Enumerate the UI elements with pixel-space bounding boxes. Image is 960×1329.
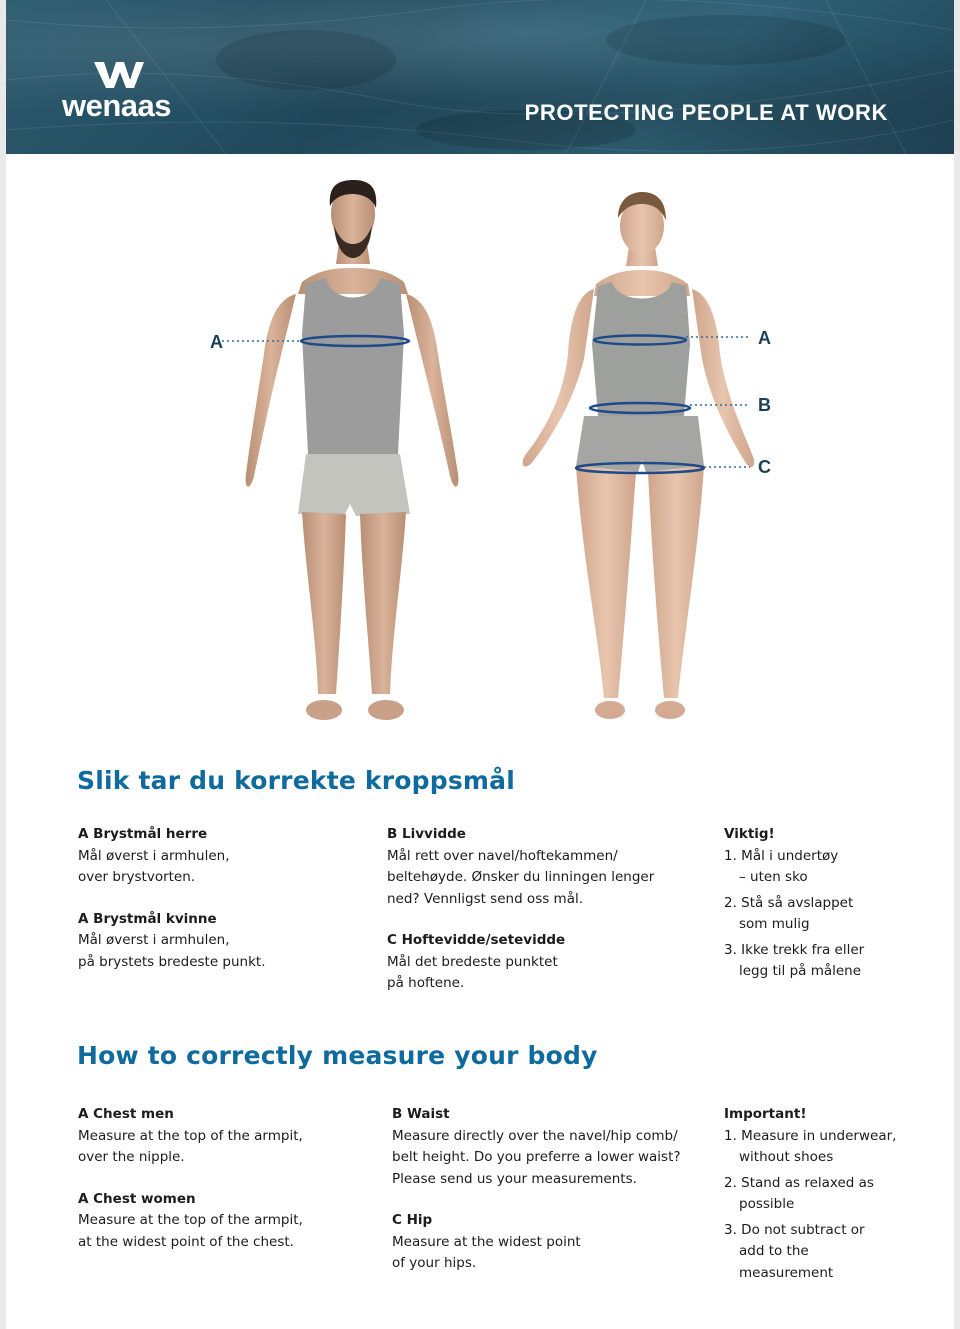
no-chest-women-line: Mål øverst i armhulen,: [78, 932, 230, 948]
no-waist-line: Mål rett over navel/hoftekammen/: [387, 847, 618, 864]
list-item-text: 2. Stå så avslappet: [724, 894, 854, 911]
no-column-chest: [78, 824, 368, 973]
no-chest-women-line: på brystets bredeste punkt.: [78, 953, 266, 970]
list-item: [724, 1173, 934, 1216]
norwegian-heading: Slik tar du korrekte kroppsmål: [77, 766, 515, 795]
en-chest-men-line: over the nipple.: [78, 1149, 185, 1165]
list-item: [724, 1126, 934, 1169]
no-waist-title: B Livvidde: [387, 826, 466, 842]
list-item-text: som mulig: [739, 916, 810, 932]
list-item-text: 3. Do not subtract or: [724, 1221, 865, 1238]
en-waist-line: Measure directly over the navel/hip comb/: [392, 1127, 678, 1144]
list-item: [724, 893, 934, 936]
en-important-list: [724, 1126, 934, 1285]
no-chest-men-line: Mål øverst i armhulen,: [78, 847, 230, 864]
no-important-title: Viktig!: [724, 826, 775, 842]
no-column-waist-hip: [387, 824, 697, 995]
en-hip-line: of your hips.: [392, 1255, 477, 1271]
list-item-text: 3. Ikke trekk fra eller: [724, 941, 865, 958]
man-marker-a: A: [210, 332, 223, 352]
list-item-text: 1. Mål i undertøy: [724, 847, 839, 864]
list-item-text: possible: [739, 1196, 795, 1212]
no-hip-line: Mål det bredeste punktet: [387, 953, 558, 970]
no-waist-line: ned? Vennligst send oss mål.: [387, 890, 584, 907]
woman-figure: [523, 192, 754, 719]
woman-marker-c: C: [758, 457, 771, 477]
en-column-chest: [78, 1104, 378, 1253]
no-hip-title: C Hoftevidde/setevidde: [387, 932, 566, 948]
no-hip-line: på hoftene.: [387, 975, 465, 991]
size-guide-page: [6, 0, 954, 1329]
no-column-important: [724, 824, 934, 987]
woman-marker-b: B: [758, 395, 771, 415]
list-item: [724, 846, 934, 889]
wenaas-logo-mark: [92, 60, 146, 90]
en-chest-women-line: at the widest point of the chest.: [78, 1233, 294, 1250]
en-chest-women-title: A Chest women: [78, 1190, 196, 1207]
no-waist-line: beltehøyde. Ønsker du linningen lenger: [387, 869, 655, 885]
en-hip-title: C Hip: [392, 1212, 433, 1228]
no-chest-men-line: over brystvorten.: [78, 869, 196, 885]
list-item-text: – uten sko: [739, 869, 808, 885]
en-hip-line: Measure at the widest point: [392, 1233, 581, 1250]
list-item-text: 2. Stand as relaxed as: [724, 1174, 874, 1191]
list-item-text: measurement: [739, 1264, 834, 1281]
en-waist-line: Please send us your measurements.: [392, 1170, 637, 1187]
list-item-text: add to the: [739, 1243, 809, 1259]
list-item: [724, 1220, 934, 1285]
woman-marker-a: A: [758, 328, 771, 348]
en-column-waist-hip: [392, 1104, 712, 1275]
list-item-text: 1. Measure in underwear,: [724, 1127, 897, 1144]
en-important-title: Important!: [724, 1106, 807, 1122]
body-figures: [6, 154, 954, 754]
en-waist-line: belt height. Do you preferre a lower waist?: [392, 1149, 681, 1165]
logo-wordmark: wenaas: [62, 88, 172, 123]
list-item-text: without shoes: [739, 1149, 834, 1165]
list-item-text: legg til på målene: [739, 963, 862, 979]
en-waist-title: B Waist: [392, 1106, 450, 1122]
list-item: [724, 940, 934, 983]
english-heading: How to correctly measure your body: [77, 1041, 598, 1070]
en-chest-men-line: Measure at the top of the armpit,: [78, 1127, 303, 1144]
en-chest-men-title: A Chest men: [78, 1106, 174, 1122]
en-column-important: [724, 1104, 934, 1288]
no-important-list: [724, 846, 934, 983]
tagline: PROTECTING PEOPLE AT WORK: [524, 100, 888, 125]
man-figure: [222, 180, 458, 720]
en-chest-women-line: Measure at the top of the armpit,: [78, 1212, 303, 1228]
wenaas-logo: [62, 60, 182, 122]
header-banner: [6, 0, 954, 154]
no-chest-women-title: A Brystmål kvinne: [78, 910, 217, 927]
no-chest-men-title: A Brystmål herre: [78, 826, 208, 842]
